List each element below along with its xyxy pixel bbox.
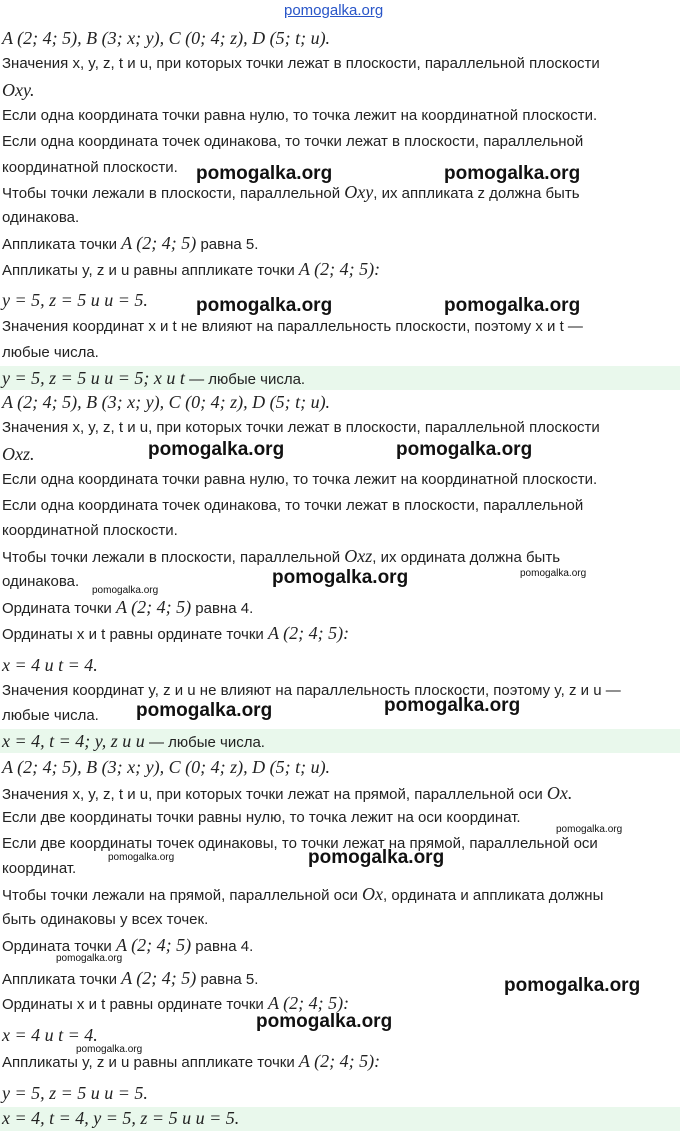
rule-text: Если одна координата точек одинакова, то точки лежат в плоскости, параллельной <box>2 497 584 514</box>
watermark: pomogalka.org <box>396 439 533 460</box>
question-text: Значения x, y, z, t и u, при которых точки лежат в плоскости, параллельной плоскости <box>2 55 600 72</box>
condition-text: Чтобы точки лежали в плоскости, параллельной <box>2 185 341 202</box>
condition-plane: Oxz <box>344 546 373 566</box>
condition-text: Чтобы точки лежали в плоскости, параллельной <box>2 549 341 566</box>
question-plane-line <box>2 443 680 467</box>
given-text: Аппликата точки <box>2 236 117 253</box>
question-plane-line <box>2 79 680 103</box>
condition-line <box>2 883 680 907</box>
answer-math: x = 4, t = 4, y = 5, z = 5 и u = 5. <box>2 1108 240 1128</box>
equation-text: Аппликаты y, z и u равны аппликате точки <box>2 1054 295 1071</box>
watermark: pomogalka.org <box>520 568 587 579</box>
rule-line <box>2 131 680 153</box>
values-math: x = 4 и t = 4. <box>2 1025 98 1045</box>
answer-math: y = 5, z = 5 и u = 5; x и t <box>2 368 185 388</box>
watermark: pomogalka.org <box>108 852 175 863</box>
given-text: равна 4. <box>195 600 254 617</box>
watermark-link[interactable]: pomogalka.org <box>284 2 384 19</box>
condition-text: быть одинаковы у всех точек. <box>2 911 209 928</box>
given-text: равна 4. <box>195 938 254 955</box>
given-line <box>2 596 680 620</box>
free-line <box>2 342 680 364</box>
given-line <box>2 232 680 256</box>
watermark: pomogalka.org <box>444 163 581 184</box>
free-text: Значения координат x и t не влияют на параллельность плоскости, поэтому x и t — <box>2 318 583 335</box>
values-math: y = 5, z = 5 и u = 5. <box>2 1083 148 1103</box>
watermark: pomogalka.org <box>272 567 409 588</box>
watermark: pomogalka.org <box>444 295 581 316</box>
free-line <box>2 316 680 338</box>
watermark: pomogalka.org <box>556 824 623 835</box>
points-math: A (2; 4; 5), B (3; x; y), C (0; 4; z), D (5; t; u). <box>2 28 331 48</box>
equation-text: Ординаты x и t равны ординате точки <box>2 996 264 1013</box>
points-math: A (2; 4; 5), B (3; x; y), C (0; 4; z), D (5; t; u). <box>2 757 331 777</box>
answer-line <box>2 1107 680 1131</box>
given-text: Аппликата точки <box>2 971 117 988</box>
condition-plane: Oxy <box>344 182 374 202</box>
condition-text: одинакова. <box>2 209 80 226</box>
answer-line <box>2 367 680 391</box>
values-math: x = 4 и t = 4. <box>2 655 98 675</box>
watermark: pomogalka.org <box>92 585 159 596</box>
watermark: pomogalka.org <box>148 439 285 460</box>
values-line <box>2 1082 680 1106</box>
answer-math: x = 4, t = 4; y, z и u <box>2 731 145 751</box>
condition-text: Чтобы точки лежали на прямой, параллельной оси <box>2 887 358 904</box>
given-point: A (2; 4; 5) <box>115 935 192 955</box>
question-plane: Oxz. <box>2 444 35 464</box>
answer-text: — любые числа. <box>148 734 265 751</box>
question-line <box>2 417 680 439</box>
given-point: A (2; 4; 5) <box>121 233 197 253</box>
equation-point: A (2; 4; 5): <box>267 623 350 643</box>
points-line <box>2 27 680 51</box>
watermark: pomogalka.org <box>384 695 521 716</box>
condition-text: , их ордината должна быть <box>372 549 561 566</box>
question-text: Значения x, y, z, t и u, при которых точки лежат в плоскости, параллельной плоскости <box>2 419 600 436</box>
watermark: pomogalka.org <box>196 163 333 184</box>
given-text: Ордината точки <box>2 938 112 955</box>
equation-point: A (2; 4; 5): <box>267 993 350 1013</box>
watermark: pomogalka.org <box>308 847 445 868</box>
given-point: A (2; 4; 5) <box>115 597 192 617</box>
rule-line <box>2 105 680 127</box>
points-math: A (2; 4; 5), B (3; x; y), C (0; 4; z), D (5; t; u). <box>2 392 331 412</box>
equation-point: A (2; 4; 5): <box>298 1051 381 1071</box>
condition-text: , их аппликата z должна быть <box>373 185 580 202</box>
question-axis: Ox. <box>546 783 573 803</box>
values-math: y = 5, z = 5 и u = 5. <box>2 290 148 310</box>
answer-text: — любые числа. <box>189 371 306 388</box>
condition-line <box>2 909 680 931</box>
rule-text: координатной плоскости. <box>2 522 178 539</box>
equation-line <box>2 622 680 646</box>
condition-line <box>2 207 680 229</box>
given-text: равна 5. <box>200 236 259 253</box>
rule-text: Если одна координата точки равна нулю, то точка лежит на координатной плоскости. <box>2 471 598 488</box>
free-text: Значения координат y, z и u не влияют на параллельность плоскости, поэтому y, z и u — <box>2 682 621 699</box>
given-text: равна 5. <box>200 971 259 988</box>
watermark: pomogalka.org <box>56 953 123 964</box>
condition-text: , ордината и аппликата должны <box>383 887 604 904</box>
rule-line <box>2 520 680 542</box>
points-line <box>2 756 680 780</box>
rule-text: координат. <box>2 860 77 877</box>
equation-text: Ординаты x и t равны ординате точки <box>2 626 264 643</box>
given-point: A (2; 4; 5) <box>121 968 197 988</box>
free-line <box>2 680 680 702</box>
watermark: pomogalka.org <box>196 295 333 316</box>
equation-point: A (2; 4; 5): <box>298 259 381 279</box>
rule-text: Если две координаты точки равны нулю, то точка лежит на оси координат. <box>2 809 521 826</box>
question-text: Значения x, y, z, t и u, при которых точки лежат на прямой, параллельной оси <box>2 786 543 803</box>
free-text: любые числа. <box>2 344 99 361</box>
rule-text: Если одна координата точки равна нулю, то точка лежит на координатной плоскости. <box>2 107 598 124</box>
rule-text: Если две координаты точек одинаковы, то точки лежат на прямой, параллельной оси <box>2 835 598 852</box>
rule-line <box>2 495 680 517</box>
points-line <box>2 391 680 415</box>
given-text: Ордината точки <box>2 600 112 617</box>
watermark: pomogalka.org <box>136 700 273 721</box>
question-plane: Oxy. <box>2 80 35 100</box>
rule-line <box>2 469 680 491</box>
condition-text: одинакова. <box>2 573 80 590</box>
rule-text: Если одна координата точек одинакова, то точки лежат в плоскости, параллельной <box>2 133 584 150</box>
equation-line <box>2 258 680 282</box>
condition-axis: Ox <box>362 884 384 904</box>
answer-line <box>2 730 680 754</box>
condition-line <box>2 545 680 569</box>
rule-text: координатной плоскости. <box>2 159 178 176</box>
values-line <box>2 654 680 678</box>
equation-text: Аппликаты y, z и u равны аппликате точки <box>2 262 295 279</box>
free-line <box>2 705 680 727</box>
watermark: pomogalka.org <box>256 1011 393 1032</box>
question-line <box>2 53 680 75</box>
watermark: pomogalka.org <box>504 975 641 996</box>
free-text: любые числа. <box>2 707 99 724</box>
watermark: pomogalka.org <box>76 1044 143 1055</box>
question-line <box>2 782 680 806</box>
